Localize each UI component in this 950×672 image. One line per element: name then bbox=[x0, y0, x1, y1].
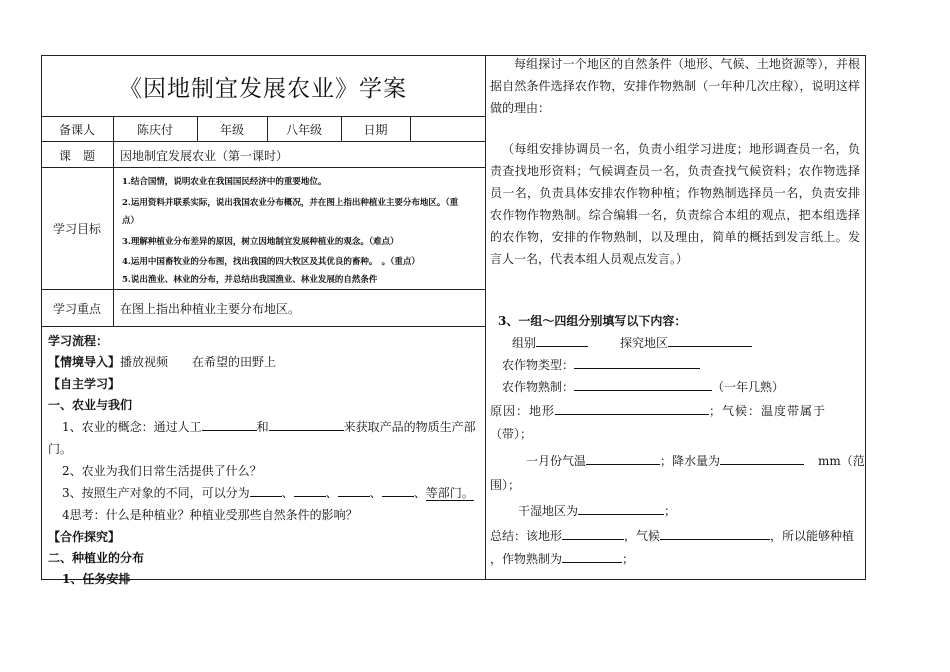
jan-blank[interactable] bbox=[586, 452, 660, 465]
crop-ripe-line bbox=[502, 378, 784, 395]
group-line bbox=[512, 334, 752, 351]
rain-label: ；降水量为 bbox=[660, 454, 721, 468]
band-line: （带）； bbox=[490, 427, 533, 441]
flow-heading: 学习流程： bbox=[48, 334, 109, 348]
row-line bbox=[41, 116, 485, 117]
dry-blank[interactable] bbox=[578, 502, 664, 515]
q1-text: 来获取产品的物质生产部 bbox=[343, 420, 476, 434]
q1-text: 1、农业的概念：通过人工 bbox=[62, 420, 202, 434]
crop-ripe-label: 农作物熟制： bbox=[502, 380, 575, 394]
goal-item: 5.说出渔业、林业的分布，并总结出我国渔业、林业发展的自然条件 bbox=[122, 275, 378, 285]
goals-label: 学习目标 bbox=[52, 222, 101, 236]
blank[interactable] bbox=[294, 484, 326, 497]
blank[interactable] bbox=[382, 484, 414, 497]
section-1-heading: 一、农业与我们 bbox=[48, 398, 133, 412]
task-heading: 1、任务安排 bbox=[62, 572, 131, 586]
range-line: 围）； bbox=[490, 478, 521, 492]
intro-text: 播放视频 在希望的田野上 bbox=[120, 355, 277, 369]
area-blank[interactable] bbox=[668, 334, 752, 347]
key-value: 在图上指出种植业主要分布地区。 bbox=[120, 302, 301, 316]
goal-item: 1.结合国情，说明农业在我国国民经济中的重要地位。 bbox=[122, 177, 327, 187]
topic-value: 因地制宜发展农业（第一课时） bbox=[120, 149, 289, 163]
goal-item: 3.理解种植业分布差异的原因，树立因地制宜发展种植业的观念。（难点） bbox=[122, 237, 399, 247]
q1-text: 和 bbox=[256, 420, 269, 434]
q3-text: 3、按照生产对象的不同，可以分为 bbox=[62, 486, 250, 500]
row-line bbox=[41, 167, 485, 168]
dry-label: 干湿地区为 bbox=[518, 504, 579, 518]
blank[interactable] bbox=[202, 418, 257, 431]
intro-tag: 【情境导入】 bbox=[48, 355, 121, 369]
question-4: 4思考：什么是种植业？种植业受那些自然条件的影响？ bbox=[62, 508, 358, 522]
blank[interactable] bbox=[269, 418, 344, 431]
summary-text: 总结：该地形 bbox=[490, 529, 563, 543]
instruction-paragraph: 每组探讨一个地区的自然条件（地形、气候、土地资源等），并根据自然条件选择农作物，安排作物熟制（一年种几次庄稼），说明这样做的理由： bbox=[490, 57, 860, 115]
crop-type-blank[interactable] bbox=[574, 356, 700, 369]
coop-tag: 【合作探究】 bbox=[48, 530, 121, 544]
reason-label: 原因：地形 bbox=[490, 404, 556, 418]
blank[interactable] bbox=[250, 484, 282, 497]
jan-label: 一月份气温 bbox=[526, 454, 587, 468]
key-label: 学习重点 bbox=[52, 302, 101, 316]
teacher-label: 备课人 bbox=[58, 123, 95, 137]
row-line bbox=[41, 141, 485, 142]
summary-text: ，气候 bbox=[624, 529, 661, 543]
page-title: 《因地制宜发展农业》学案 bbox=[119, 76, 407, 102]
grade-label: 年级 bbox=[219, 123, 244, 137]
q3-end: 等部门。 bbox=[425, 486, 474, 500]
date-label: 日期 bbox=[363, 123, 388, 137]
goal-item: 2.运用资料并联系实际，说出我国农业分布概况，并在图上指出种植业主要分布地区。（重 bbox=[122, 198, 459, 208]
group-blank[interactable] bbox=[536, 334, 588, 347]
question-2: 2、农业为我们日常生活提供了什么？ bbox=[62, 464, 262, 478]
row-line bbox=[41, 289, 485, 290]
summary-line-2 bbox=[490, 550, 634, 567]
summary-text: ； bbox=[622, 552, 635, 566]
self-study-tag: 【自主学习】 bbox=[48, 377, 121, 391]
goal-item: 点） bbox=[122, 216, 140, 226]
role-paragraph: （每组安排协调员一名，负责小组学习进度；地形调查员一名，负责查找地形资料；气候调查员一名，负责查找气候资料；农作物选择员一名，负责具体安排农作物种植；作物熟制选择员一名，负责安排农作物作物熟制。综合编辑一名，负责综合本组的观点，把本组选择的农作物，安排的作物熟制，以及理由，简单的概括到发言纸上。发言人一名，代表本组人员观点发言。） bbox=[490, 142, 860, 266]
summary-blank[interactable] bbox=[660, 527, 770, 540]
intro-line bbox=[48, 353, 276, 370]
area-label: 探究地区 bbox=[620, 336, 669, 350]
crop-type-label: 农作物类型： bbox=[502, 358, 575, 372]
border-middle bbox=[485, 55, 486, 580]
summary-blank[interactable] bbox=[562, 527, 624, 540]
teacher-value: 陈庆付 bbox=[136, 123, 173, 137]
section-2-heading: 二、种植业的分布 bbox=[48, 551, 145, 565]
q3-sep: 、 bbox=[281, 486, 294, 500]
terrain-blank[interactable] bbox=[555, 402, 709, 415]
temp-rain-line bbox=[526, 452, 865, 469]
group-label: 组别 bbox=[512, 336, 537, 350]
topic-label: 课 题 bbox=[58, 149, 95, 163]
summary-text: ，作物熟制为 bbox=[490, 552, 563, 566]
q3-sep: 、 bbox=[325, 486, 338, 500]
fill-heading: 3、一组～四组分别填写以下内容： bbox=[498, 314, 687, 328]
col-line bbox=[410, 116, 411, 141]
crop-ripe-blank[interactable] bbox=[574, 378, 712, 391]
blank[interactable] bbox=[338, 484, 370, 497]
dry-end: ； bbox=[664, 504, 677, 518]
col-line bbox=[113, 116, 114, 326]
ripe-note: （一年几熟） bbox=[712, 380, 785, 394]
reason-line bbox=[490, 402, 826, 419]
dry-line bbox=[518, 502, 676, 519]
row-line bbox=[41, 326, 485, 327]
q3-sep: 、 bbox=[413, 486, 426, 500]
summary-blank[interactable] bbox=[562, 550, 622, 563]
question-1 bbox=[62, 418, 476, 435]
border-right bbox=[865, 55, 866, 580]
rain-blank[interactable] bbox=[720, 452, 804, 465]
crop-type-line bbox=[502, 356, 700, 373]
summary-text: ，所以能够种植 bbox=[770, 529, 855, 543]
q3-sep: 、 bbox=[369, 486, 382, 500]
climate-label: ；气候：温度带属于 bbox=[709, 404, 827, 418]
goal-item: 4.运用中国畜牧业的分布图，找出我国的四大牧区及其优良的畜种。 。（重点） bbox=[122, 257, 420, 267]
question-3 bbox=[62, 484, 474, 501]
border-bottom bbox=[41, 579, 866, 580]
question-1-cont: 门。 bbox=[48, 442, 73, 456]
summary-line bbox=[490, 527, 854, 544]
mm-label: mm（范 bbox=[818, 454, 865, 468]
grade-value: 八年级 bbox=[285, 123, 322, 137]
